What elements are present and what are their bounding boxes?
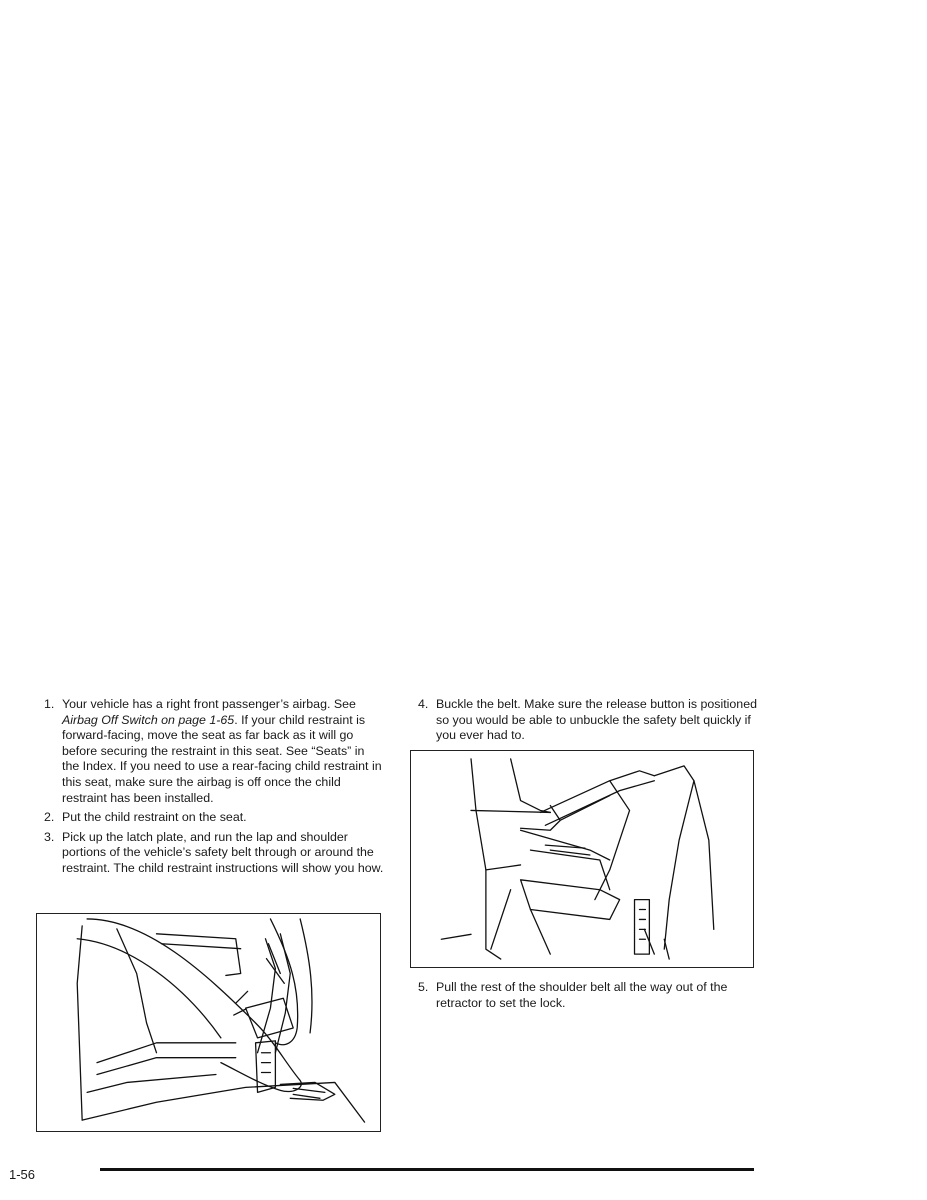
step-text: Put the child restraint on the seat. [62, 810, 247, 825]
step-text: Buckle the belt. Make sure the release button is positioned so you would be able to unbuckle the safety belt quickly if you ever had to. [436, 697, 757, 743]
step-text: Your vehicle has a right front passenger’s airbag. See [62, 697, 356, 711]
step-5 [418, 980, 758, 1011]
belt-threading-illustration [36, 913, 381, 1132]
footer-divider [100, 1168, 754, 1171]
right-column-lower [418, 980, 758, 1015]
step-text: Pick up the latch plate, and run the lap and shoulder portions of the vehicle’s safety belt through or around the restraint. The child restraint instructions will show you how. [62, 829, 384, 875]
step-text-continued: . If your child restraint is forward-facing, move the seat as far back as it will go before securing the restraint in this seat. See “Seats” in the Index. If you need to use a rear-facing child restraint in this seat, make sure the airbag is off once the child restraint has been installed. [62, 712, 382, 805]
belt-buckling-illustration [410, 750, 754, 968]
step-number: 2. [44, 810, 55, 825]
step-3 [44, 830, 384, 877]
step-number: 4. [418, 697, 429, 711]
step-2 [44, 810, 384, 826]
step-number: 1. [44, 697, 55, 711]
steps-list-right-top [418, 697, 758, 744]
left-column [44, 697, 384, 881]
page-number: 1-56 [9, 1167, 36, 1182]
right-column [418, 697, 758, 748]
step-text: Pull the rest of the shoulder belt all the way out of the retractor to set the lock. [436, 980, 728, 1010]
steps-list-right-bottom [418, 980, 758, 1011]
step-1 [44, 697, 384, 806]
step-number: 5. [418, 980, 429, 994]
step-4 [418, 697, 758, 744]
steps-list-left [44, 697, 384, 877]
step-number: 3. [44, 829, 55, 844]
cross-reference-link[interactable]: Airbag Off Switch on page 1-65 [62, 712, 235, 727]
